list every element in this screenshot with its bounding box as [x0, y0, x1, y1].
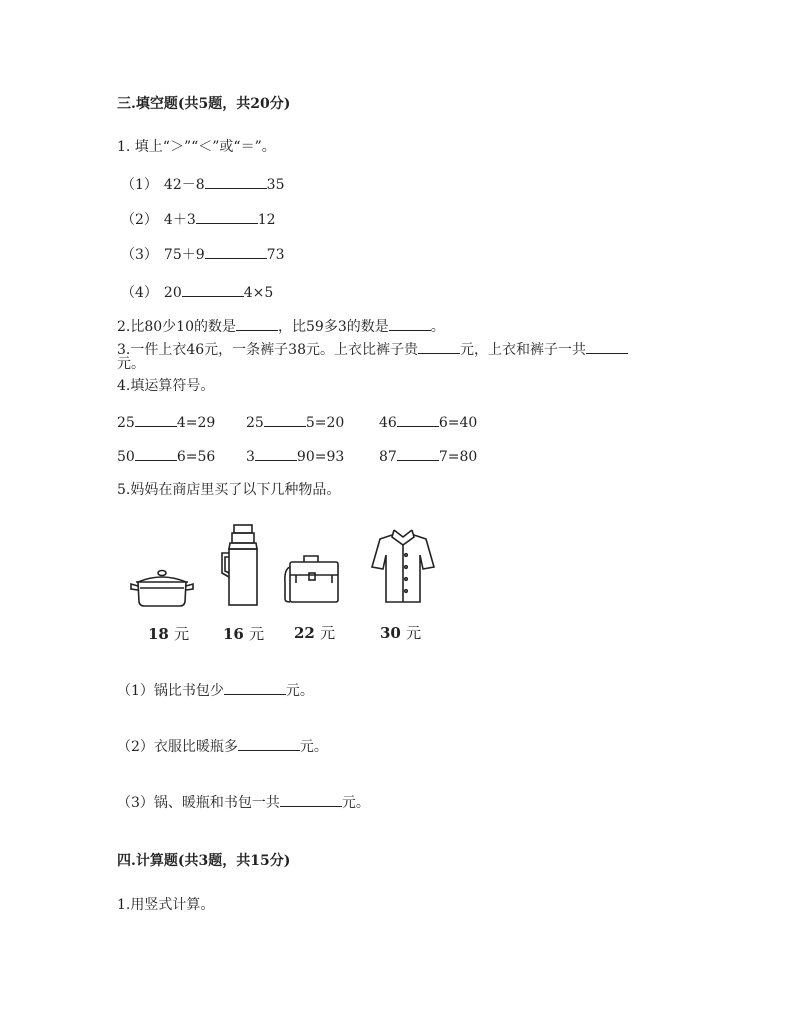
q4-operand: 3: [246, 449, 255, 465]
q4-result: 5=20: [305, 415, 345, 431]
price-thermos: [223, 623, 264, 644]
answer-blank[interactable]: [135, 447, 177, 461]
q1-item-left: 20: [163, 285, 182, 301]
price-bag: [294, 622, 335, 643]
price-shirt: [380, 622, 421, 643]
answer-blank[interactable]: [238, 737, 300, 751]
q3-line: [117, 340, 628, 358]
answer-blank[interactable]: [196, 210, 258, 224]
q4-cell: [117, 447, 215, 465]
q3-text-1: 3.一件上衣46元，一条裤子38元。上衣比裤子贵: [117, 342, 418, 358]
price-value: 16: [223, 625, 244, 643]
price-unit: 元: [174, 625, 190, 643]
q1-item-2: [121, 210, 276, 228]
q3-line-end: 元。: [117, 356, 145, 372]
q5-sub-unit: 元。: [299, 739, 328, 755]
q1-item-right: 73: [266, 247, 285, 263]
section4-q1: 1.用竖式计算。: [117, 897, 215, 913]
q2-text-1: 2.比80少10的数是: [117, 319, 236, 335]
q5-sub-3: [117, 793, 370, 811]
q1-item-left: 42－8: [163, 177, 205, 193]
thermos-icon: [217, 523, 267, 608]
q3-text-2: 元，上衣和裤子一共: [460, 342, 586, 358]
q5-sub-2: [117, 737, 328, 755]
q5-sub-text: （1）锅比书包少: [117, 683, 224, 699]
q4-cell: [246, 447, 344, 465]
price-value: 22: [294, 624, 315, 642]
section4-heading: 四.计算题(共3题，共15分): [117, 853, 291, 869]
q1-item-right: 35: [266, 177, 285, 193]
shirt-icon: [370, 527, 436, 605]
q4-operand: 50: [117, 449, 135, 465]
q1-item-right: 12: [257, 212, 276, 228]
price-unit: 元: [406, 624, 422, 642]
q5-sub-unit: 元。: [341, 795, 370, 811]
q4-result: 6=56: [176, 449, 216, 465]
q5-sub-text: （3）锅、暖瓶和书包一共: [117, 795, 280, 811]
pot-icon: [128, 568, 196, 610]
answer-blank[interactable]: [586, 340, 628, 354]
q1-item-label: （3）: [121, 247, 158, 263]
q5-prompt: 5.妈妈在商店里买了以下几种物品。: [117, 482, 341, 498]
answer-blank[interactable]: [205, 175, 267, 189]
answer-blank[interactable]: [389, 317, 431, 331]
q1-item-3: [121, 245, 284, 263]
q1-item-1: [121, 175, 284, 193]
q2-line: [117, 317, 445, 335]
price-pot: [148, 623, 189, 644]
q1-item-left: 75＋9: [163, 247, 205, 263]
q2-text-3: 。: [430, 319, 445, 335]
section3-heading: 三.填空题(共5题，共20分): [117, 96, 291, 112]
q4-prompt: 4.填运算符号。: [117, 378, 215, 394]
q4-result: 7=80: [438, 449, 478, 465]
q4-cell: [117, 413, 215, 431]
q1-item-left: 4＋3: [163, 212, 196, 228]
q4-cell: [379, 413, 477, 431]
price-value: 30: [380, 624, 401, 642]
q4-result: 6=40: [438, 415, 478, 431]
price-value: 18: [148, 625, 169, 643]
q4-result: 90=93: [296, 449, 345, 465]
q4-operand: 46: [379, 415, 397, 431]
q4-operand: 87: [379, 449, 397, 465]
q4-operand: 25: [246, 415, 264, 431]
price-unit: 元: [320, 624, 336, 642]
bag-icon: [282, 553, 340, 605]
q5-sub-text: （2）衣服比暖瓶多: [117, 739, 238, 755]
q1-item-right: 4×5: [243, 285, 274, 301]
q1-item-label: （1）: [121, 177, 158, 193]
q4-operand: 25: [117, 415, 135, 431]
q2-text-2: ，比59多3的数是: [278, 319, 389, 335]
answer-blank[interactable]: [264, 413, 306, 427]
q4-result: 4=29: [176, 415, 216, 431]
answer-blank[interactable]: [135, 413, 177, 427]
q1-item-label: （4）: [121, 285, 158, 301]
answer-blank[interactable]: [280, 793, 342, 807]
answer-blank[interactable]: [418, 340, 460, 354]
answer-blank[interactable]: [397, 413, 439, 427]
answer-blank[interactable]: [224, 681, 286, 695]
answer-blank[interactable]: [205, 245, 267, 259]
q5-sub-1: [117, 681, 314, 699]
q4-cell: [246, 413, 344, 431]
answer-blank[interactable]: [397, 447, 439, 461]
price-unit: 元: [249, 625, 265, 643]
q5-sub-unit: 元。: [285, 683, 314, 699]
q1-prompt: 1. 填上“＞”“＜”或“＝”。: [117, 139, 276, 155]
q4-cell: [379, 447, 477, 465]
answer-blank[interactable]: [182, 283, 244, 297]
answer-blank[interactable]: [236, 317, 278, 331]
q1-item-label: （2）: [121, 212, 158, 228]
answer-blank[interactable]: [255, 447, 297, 461]
q1-item-4: [121, 283, 273, 301]
